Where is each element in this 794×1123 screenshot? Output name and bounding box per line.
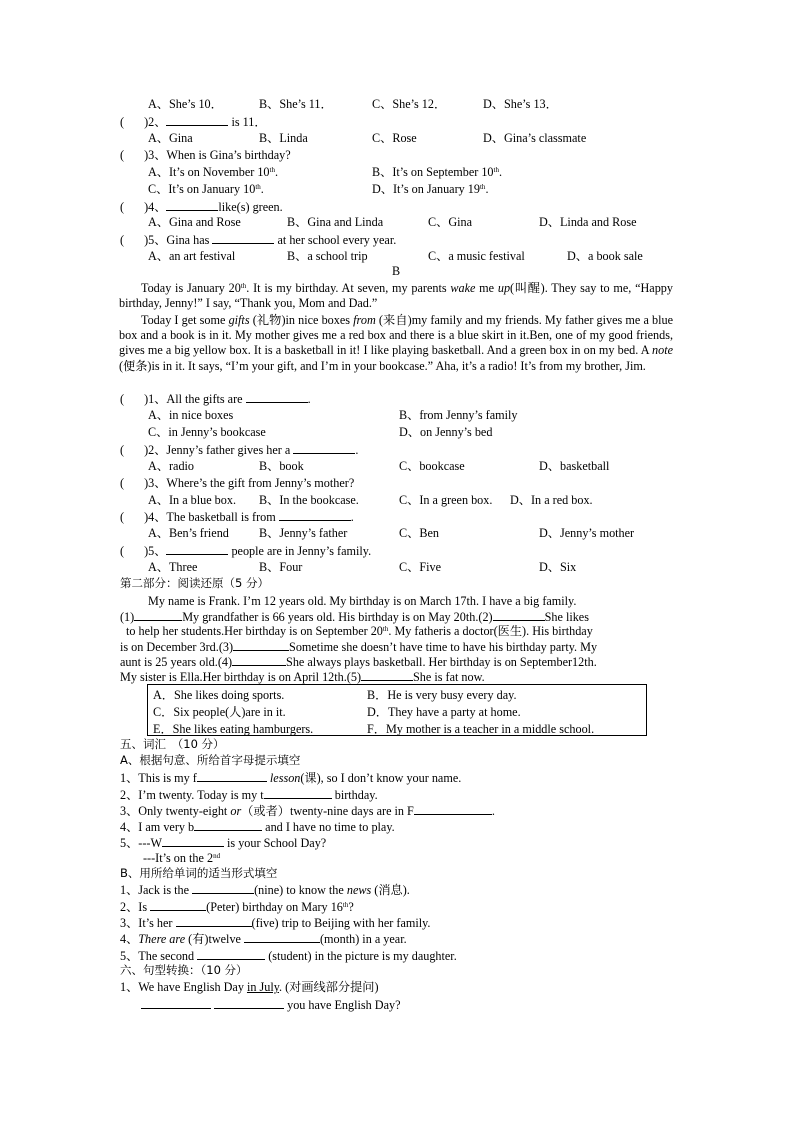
- vocab-a4: 4、I am very b and I have no time to play.: [120, 820, 395, 834]
- q-a1-option-d: D、She’s 13．: [483, 97, 558, 111]
- q-text: )5、Gina has: [144, 233, 213, 247]
- q-b4-option-b: B、Jenny’s father: [259, 526, 348, 540]
- section-title-sentence-transform: 六、句型转换：（10 分）: [120, 963, 248, 977]
- answer-blank[interactable]: [212, 232, 274, 244]
- answer-blank[interactable]: [244, 931, 320, 943]
- reading-line-4: is on December 3rd.(3) Sometime she doesn’t have time to have his birthday party. My: [120, 640, 598, 654]
- answer-blank[interactable]: [150, 899, 206, 911]
- q-a4-option-a: A、Gina and Rose: [148, 215, 241, 229]
- section-title-vocabulary: 五、词汇 （10 分）: [120, 737, 225, 751]
- passage-paragraph-1: Today is January 20th. It is my birthday. At seven, my parents wake me up(叫醒). They say to me, “Happy birthday, Jenny!” I say, “Thank you, Mom and Dad.”: [119, 281, 673, 311]
- q-b4-option-a: A、Ben’s friend: [148, 526, 229, 540]
- paren: (: [120, 148, 125, 162]
- q-b2-option-b: B、book: [259, 459, 304, 473]
- q-a2-option-b: B、Linda: [259, 131, 308, 145]
- q-a3-option-a: A、It’s on November 10th.: [148, 165, 279, 179]
- q-a1-option-c: C、She’s 12．: [372, 97, 447, 111]
- q-a3-option-c: C、It’s on January 10th.: [148, 182, 264, 196]
- q-text: is 11．: [228, 115, 267, 129]
- options-box: [147, 684, 647, 736]
- section-letter-b: B: [392, 264, 401, 278]
- q-a5-option-a: A、an art festival: [148, 249, 236, 263]
- q-a2-option-d: D、Gina’s classmate: [483, 131, 587, 145]
- reading-line-1: My name is Frank. I’m 12 years old. My birthday is on March 17th. I have a big family.: [148, 594, 577, 608]
- underlined-phrase: in July: [246, 980, 280, 994]
- q-b4-option-d: D、Jenny’s mother: [539, 526, 635, 540]
- box-option-b: B．He is very busy every day.: [367, 688, 517, 702]
- q-a3-option-d: D、It’s on January 19th.: [372, 182, 489, 196]
- q-number: )4、: [144, 200, 167, 214]
- answer-blank[interactable]: [166, 199, 218, 211]
- answer-blank-1[interactable]: [134, 609, 182, 621]
- q-a3-stem: [120, 148, 291, 163]
- answer-blank[interactable]: [197, 948, 265, 960]
- answer-blank-3[interactable]: [233, 639, 289, 651]
- q-a1-option-a: A、She’s 10．: [148, 97, 223, 111]
- reading-line-6: My sister is Ella.Her birthday is on April 12th.(5) She is fat now.: [120, 670, 485, 684]
- q-b5-stem: ( )5、 people are in Jenny’s family.: [120, 544, 372, 558]
- q-b1-option-d: D、on Jenny’s bed: [399, 425, 493, 439]
- q-b3-option-b: B、In the bookcase.: [259, 493, 359, 507]
- answer-blank-5[interactable]: [361, 669, 413, 681]
- transform-q1: 1、We have English Day in July. (对画线部分提问): [120, 980, 379, 994]
- answer-blank-4[interactable]: [232, 654, 286, 666]
- q-text: )3、When is Gina’s birthday?: [144, 148, 291, 162]
- vocab-b3: 3、It’s her (five) trip to Beijing with her family.: [120, 916, 431, 930]
- q-b3-option-a: A、In a blue box.: [148, 493, 237, 507]
- q-b2-stem: ( )2、Jenny’s father gives her a .: [120, 443, 359, 457]
- q-b4-stem: ( )4、The basketball is from .: [120, 510, 354, 524]
- subsection-a-title: A、根据句意、所给首字母提示填空: [120, 753, 301, 767]
- answer-blank[interactable]: [414, 803, 492, 815]
- answer-blank-2[interactable]: [493, 609, 545, 621]
- answer-blank[interactable]: [166, 543, 228, 555]
- answer-blank[interactable]: [293, 442, 355, 454]
- box-option-a: A．She likes doing sports.: [153, 688, 285, 702]
- vocab-a1: 1、This is my f lesson(课), so I don’t know your name.: [120, 771, 462, 785]
- q-b3-stem: ( )3、Where’s the gift from Jenny’s mother?: [120, 476, 355, 490]
- answer-blank[interactable]: [264, 787, 332, 799]
- reading-line-5: aunt is 25 years old.(4) She always plays basketball. Her birthday is on September12th.: [120, 655, 597, 669]
- q-a1-option-b: B、She’s 11．: [259, 97, 333, 111]
- vocab-b2: 2、Is (Peter) birthday on Mary 16th?: [120, 900, 354, 914]
- q-b1-option-c: C、in Jenny’s bookcase: [148, 425, 266, 439]
- box-option-e: E．She likes eating hamburgers.: [153, 722, 314, 736]
- q-b1-option-a: A、in nice boxes: [148, 408, 234, 422]
- q-text: like(s) green.: [218, 200, 283, 214]
- q-b3-option-d: D、In a red box.: [510, 493, 593, 507]
- q-b3-option-c: C、In a green box.: [399, 493, 493, 507]
- answer-blank[interactable]: [194, 819, 262, 831]
- vocab-a5: 5、---W is your School Day?: [120, 836, 327, 850]
- vocab-b4: 4、There are (有)twelve (month) in a year.: [120, 932, 407, 946]
- transform-q1-answer: you have English Day?: [141, 997, 400, 1013]
- answer-blank[interactable]: [176, 915, 252, 927]
- q-a4-stem: [120, 199, 283, 215]
- paren: (: [120, 115, 125, 129]
- answer-blank[interactable]: [246, 391, 308, 403]
- q-a3-option-b: B、It’s on September 10th.: [372, 165, 503, 179]
- q-number: )2、: [144, 115, 167, 129]
- box-option-c: C．Six people(人)are in it.: [153, 705, 286, 719]
- section-title-reading-restore: 第二部分：阅读还原（5 分）: [120, 576, 269, 590]
- q-a4-option-b: B、Gina and Linda: [287, 215, 384, 229]
- q-b5-option-b: B、Four: [259, 560, 303, 574]
- vocab-a2: 2、I’m twenty. Today is my t birthday.: [120, 788, 378, 802]
- answer-blank[interactable]: [162, 835, 224, 847]
- answer-blank-1[interactable]: [141, 997, 211, 1009]
- q-b2-option-a: A、radio: [148, 459, 195, 473]
- vocab-a3: 3、Only twenty-eight or（或者）twenty-nine days are in F .: [120, 804, 495, 818]
- q-b1-stem: ( )1、All the gifts are .: [120, 392, 311, 406]
- q-a2-option-a: A、Gina: [148, 131, 193, 145]
- q-b2-option-d: D、basketball: [539, 459, 610, 473]
- q-a4-option-c: C、Gina: [428, 215, 473, 229]
- q-a5-option-c: C、a music festival: [428, 249, 525, 263]
- q-b5-option-a: A、Three: [148, 560, 198, 574]
- q-b4-option-c: C、Ben: [399, 526, 439, 540]
- answer-blank[interactable]: [279, 509, 351, 521]
- box-option-f: F．My mother is a teacher in a middle school.: [367, 722, 595, 736]
- q-a2-stem: [120, 114, 267, 130]
- answer-blank-2[interactable]: [214, 997, 284, 1009]
- q-b5-option-c: C、Five: [399, 560, 441, 574]
- paren: (: [120, 200, 125, 214]
- q-a5-option-b: B、a school trip: [287, 249, 368, 263]
- answer-blank[interactable]: [192, 882, 254, 894]
- subsection-b-title: B、用所给单词的适当形式填空: [120, 866, 278, 880]
- answer-blank[interactable]: [166, 114, 228, 126]
- q-a4-option-d: D、Linda and Rose: [539, 215, 637, 229]
- paren: (: [120, 233, 125, 247]
- answer-blank[interactable]: [197, 770, 267, 782]
- reading-line-3: to help her students.Her birthday is on September 20th. My fatheris a doctor(医生). His birthday: [126, 624, 593, 638]
- q-text-end: at her school every year.: [274, 233, 397, 247]
- q-a5-option-d: D、a book sale: [567, 249, 643, 263]
- vocab-a5-answer-line: ---It’s on the 2nd: [143, 851, 221, 865]
- q-b5-option-d: D、Six: [539, 560, 577, 574]
- vocab-b5: 5、The second (student) in the picture is my daughter.: [120, 949, 457, 963]
- reading-line-2: (1) My grandfather is 66 years old. His birthday is on May 20th.(2) She likes: [120, 610, 589, 624]
- passage-paragraph-2: Today I get some gifts (礼物)in nice boxes from (来自)my family and my friends. My father gives me a blue box and a book is in it. My mother gives me a red box and there is a blue skirt in it.Ben, one of my good friends, gives me a big yellow box. It is a basketball in it! I like playing basketball. And a green box in on my bed. A note (便条)is in it. It says, “I’m your gift, and I’m in your bookcase.” Aha, it’s a radio! It’s from my brother, Jim.: [119, 313, 673, 373]
- vocab-b1: 1、Jack is the (nine) to know the news (消息).: [120, 883, 410, 897]
- box-option-d: D．They have a party at home.: [367, 705, 521, 719]
- q-b2-option-c: C、bookcase: [399, 459, 465, 473]
- q-b1-option-b: B、from Jenny’s family: [399, 408, 518, 422]
- q-a2-option-c: C、Rose: [372, 131, 417, 145]
- q-a5-stem: [120, 232, 396, 248]
